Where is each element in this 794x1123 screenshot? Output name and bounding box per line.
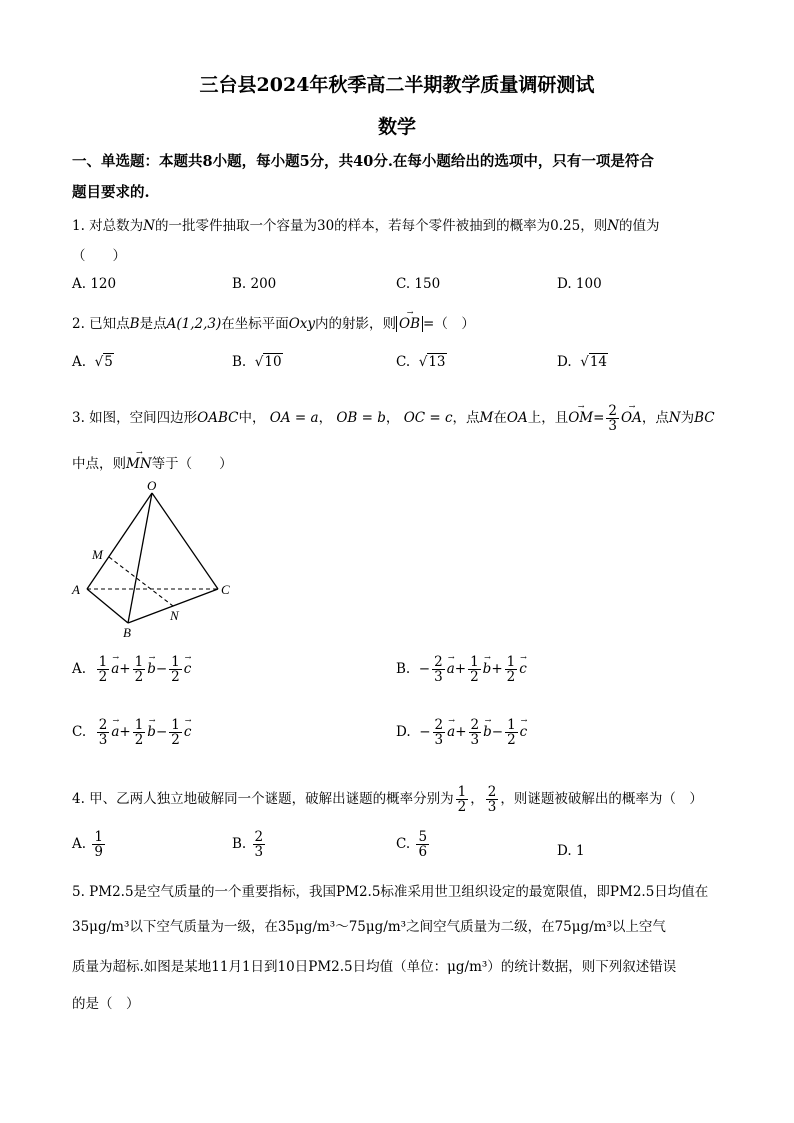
operator: + — [119, 661, 131, 678]
fraction-denominator: 3 — [98, 732, 108, 749]
vector-symbol: → a — [111, 716, 120, 741]
fraction-denominator: 3 — [434, 732, 444, 749]
q4-option-c[interactable] — [396, 830, 431, 859]
fraction-numerator: 1 — [457, 784, 467, 800]
fraction-denominator: 3 — [434, 669, 443, 686]
option-label: A. — [72, 661, 95, 678]
question-5-line2: 35μg/m³以下空气质量为一级，在35μg/m³～75μg/m³之间空气质量为二级，在75μg/m³以上空气 — [72, 919, 666, 935]
fraction-denominator: 6 — [418, 844, 428, 861]
coefficient-fraction — [97, 655, 110, 684]
fraction-denominator: 2 — [98, 669, 108, 686]
radicand: 5 — [104, 354, 113, 370]
fraction-numerator: 1 — [98, 654, 108, 670]
q3-vector-eq: OC = c — [403, 410, 453, 427]
q2-part: =（ ） — [423, 316, 475, 332]
tetrahedron-figure — [60, 475, 250, 645]
q1-option-c[interactable]: C. 150 — [396, 276, 441, 292]
q3-option-c[interactable] — [72, 718, 191, 747]
fraction-numerator: 1 — [506, 654, 516, 670]
question-5-line4: 的是（ ） — [72, 996, 140, 1012]
label-a: A — [72, 582, 80, 597]
coefficient-fraction — [169, 718, 182, 747]
label-m: M — [92, 547, 103, 562]
vector-symbol: → a — [111, 653, 120, 678]
vector-symbol: → b — [483, 716, 492, 741]
radicand: 10 — [264, 354, 282, 370]
vector-symbol: → a — [446, 653, 455, 678]
fraction-denominator: 3 — [470, 732, 480, 749]
coefficient-fraction — [169, 655, 182, 684]
fraction-numerator: 1 — [470, 654, 479, 670]
fraction-numerator: 1 — [94, 829, 103, 845]
q2-option-d[interactable]: D. √14 — [557, 354, 608, 370]
operator: − — [155, 724, 168, 741]
edge-oa — [87, 493, 152, 589]
q2-var: B — [129, 316, 140, 332]
q4-part: 4. 甲、乙两人独立地破解同一个谜题，破解出谜题的概率分别为 — [72, 791, 454, 808]
q1-var: N — [607, 218, 620, 234]
operator: − — [418, 661, 431, 678]
q3-vector-eq: OB = b — [336, 410, 386, 427]
q3-part: 为 — [680, 410, 695, 427]
coefficient-fraction — [133, 718, 146, 747]
q3-vector-eq: OA = a — [269, 410, 319, 427]
fraction-denominator: 3 — [254, 844, 264, 861]
label-b: B — [123, 625, 131, 640]
coefficient-fraction — [133, 655, 146, 684]
q2-part: 2. 已知点 — [72, 316, 130, 332]
option-label: D. — [557, 354, 572, 370]
vector-symbol: → c — [183, 653, 192, 678]
operator: − — [491, 724, 504, 741]
coefficient-fraction — [505, 718, 518, 747]
operator: + — [455, 724, 467, 741]
q3-part: 3. 如图，空间四边形 — [72, 410, 198, 427]
vector-symbol: → c — [183, 716, 192, 741]
fraction-denominator: 2 — [506, 669, 516, 686]
question-1-text — [72, 214, 660, 234]
edge-ab — [87, 589, 128, 623]
coefficient-fraction — [432, 655, 445, 684]
question-5-line3: 质量为超标.如图是某地11月1日到10日PM2.5日均值（单位：μg/m³）的统计数据，则下列叙述错误 — [72, 959, 677, 975]
q2-part: 内的射影，则 — [315, 316, 397, 332]
question-5-line1: 5. PM2.5是空气质量的一个重要指标，我国PM2.5标准采用世卫组织设定的最宽限值，即PM2.5日均值在 — [72, 884, 709, 900]
q3-part: 上，且 — [527, 410, 569, 427]
q3-var: BC — [694, 410, 715, 427]
q3-part: 等于（ ） — [151, 456, 233, 472]
q3-part: 在 — [493, 410, 507, 427]
coefficient-fraction — [97, 718, 110, 747]
option-label: D. — [557, 843, 572, 859]
question-1-paren: （ ） — [72, 248, 126, 264]
vector-symbol: → c — [519, 716, 528, 741]
q1-part: 的值为 — [619, 218, 660, 234]
option-value: 1 — [575, 843, 585, 859]
q4-option-b[interactable] — [232, 830, 267, 859]
label-c: C — [221, 582, 230, 597]
option-label: A. — [72, 836, 87, 853]
q1-option-b[interactable]: B. 200 — [232, 276, 277, 292]
q2-vector: OB — [399, 316, 421, 332]
option-label: C. — [396, 354, 411, 370]
coefficient-fraction — [468, 655, 481, 684]
label-o: O — [147, 478, 157, 493]
q3-vector: OM — [568, 410, 594, 427]
fraction-denominator: 3 — [608, 418, 617, 435]
operator: − — [419, 724, 431, 741]
coefficient-fraction — [469, 718, 482, 747]
q1-part: 的一批零件抽取一个容量为30的样本，若每个零件被抽到的概率为0.25，则 — [154, 218, 608, 234]
q1-part: 1. 对总数为 — [72, 218, 144, 234]
fraction-denominator: 3 — [487, 799, 497, 816]
q2-option-b[interactable]: B. √10 — [232, 354, 282, 370]
vector-symbol: → c — [519, 653, 527, 678]
q2-part: 在坐标平面 — [221, 316, 289, 332]
q4-part: ，则谜题被破解出的概率为（ ） — [500, 791, 703, 808]
question-4-text: 4. 甲、乙两人独立地破解同一个谜题，破解出谜题的概率分别为 $\frac{1}{2}$ ， $\frac{2}{3}$ ，则谜题被破解出的概率为（ ） — [72, 784, 703, 816]
fraction-denominator: 2 — [134, 732, 144, 749]
q2-plane: Oxy — [288, 316, 316, 332]
option-label: B. — [232, 354, 247, 370]
fraction-denominator: 2 — [134, 669, 144, 686]
option-label: C. — [396, 836, 411, 853]
fraction-denominator: 2 — [457, 799, 467, 816]
vector-symbol: → b — [147, 716, 156, 741]
fraction-numerator: 1 — [134, 717, 144, 733]
coefficient-fraction — [433, 718, 446, 747]
fraction-numerator: 2 — [487, 784, 497, 800]
section-header-line2: 题目要求的. — [72, 184, 150, 201]
q3-vector: MN — [126, 456, 152, 472]
option-label: B. — [232, 836, 247, 853]
q3-var: N — [668, 410, 681, 427]
fraction-numerator: 2 — [608, 403, 617, 419]
option-label: D. — [396, 724, 420, 741]
fraction-numerator: 2 — [254, 829, 264, 845]
q4-option-a[interactable] — [72, 830, 107, 859]
question-2-text: 2. 已知点B是点A(1,2,3)在坐标平面Oxy内的射影，则 → OB =（ ） — [72, 308, 475, 332]
vector-symbol: → b — [482, 653, 492, 678]
q3-part: 中点，则 — [72, 456, 126, 472]
fraction-denominator: 2 — [507, 732, 516, 749]
fraction-numerator: 1 — [171, 654, 180, 670]
q1-option-a[interactable]: A. 120 — [72, 276, 117, 292]
fraction-numerator: 1 — [507, 717, 516, 733]
subject-title: 数学 — [377, 116, 416, 138]
q3-var: M — [479, 410, 494, 427]
q3-var: OABC — [197, 410, 239, 427]
q2-point: A(1,2,3) — [166, 316, 222, 332]
segment-mn — [109, 557, 173, 606]
label-n: N — [170, 608, 179, 623]
fraction-numerator: 5 — [418, 829, 428, 845]
fraction-numerator: 2 — [434, 717, 444, 733]
fraction-numerator: 1 — [171, 717, 180, 733]
fraction-numerator: 2 — [470, 717, 480, 733]
operator: − — [155, 661, 168, 678]
option-label: C. — [72, 724, 95, 741]
fraction-denominator: 2 — [171, 669, 180, 686]
vector-symbol: → a — [447, 716, 456, 741]
operator: + — [119, 724, 131, 741]
operator: + — [491, 661, 503, 678]
fraction-denominator: 2 — [470, 669, 479, 686]
fraction-numerator: 2 — [434, 654, 443, 670]
q3-var: OA — [506, 410, 528, 427]
q1-var: N — [143, 218, 155, 234]
option-label: B. — [396, 661, 419, 678]
q3-vector: OA — [621, 410, 642, 427]
coefficient-fraction — [505, 655, 518, 684]
radicand: 13 — [428, 354, 446, 370]
q3-option-d[interactable] — [396, 718, 527, 747]
question-3-text: 3. 如图，空间四边形OABC中， OA = a， OB = b， OC = c，点M在OA上，且 → OM= $\frac{2}{3}$ → OA，点N为BC — [72, 402, 715, 435]
fraction-denominator: 9 — [94, 844, 103, 861]
q4-option-d[interactable] — [557, 843, 585, 859]
q1-option-d[interactable]: D. 100 — [557, 276, 602, 292]
question-3-line2: 中点，则 → MN等于（ ） — [72, 448, 233, 472]
option-label: A. — [72, 354, 87, 370]
edge-ob — [128, 493, 152, 623]
fraction-numerator: 2 — [98, 717, 108, 733]
q3-option-a[interactable] — [72, 655, 191, 684]
q2-part: 是点 — [139, 316, 167, 332]
fraction-numerator: 1 — [134, 654, 144, 670]
q3-option-b[interactable] — [396, 655, 527, 684]
fraction-denominator: 2 — [171, 732, 180, 749]
q3-part: 中， — [238, 410, 266, 427]
vector-symbol: → b — [147, 653, 156, 678]
page-title: 三台县2024年秋季高二半期教学质量调研测试 — [199, 74, 595, 96]
operator: + — [454, 661, 467, 678]
radicand: 14 — [589, 354, 608, 370]
q3-part: ，点 — [641, 410, 669, 427]
section-header-line1: 一、单选题：本题共8小题，每小题5分，共40分.在每小题给出的选项中，只有一项是符合 — [72, 153, 654, 170]
edge-oc — [152, 493, 218, 589]
q2-option-c[interactable]: C. √13 — [396, 354, 446, 370]
q2-option-a[interactable]: A. √5 — [72, 354, 113, 370]
q3-part: ，点 — [452, 410, 480, 427]
